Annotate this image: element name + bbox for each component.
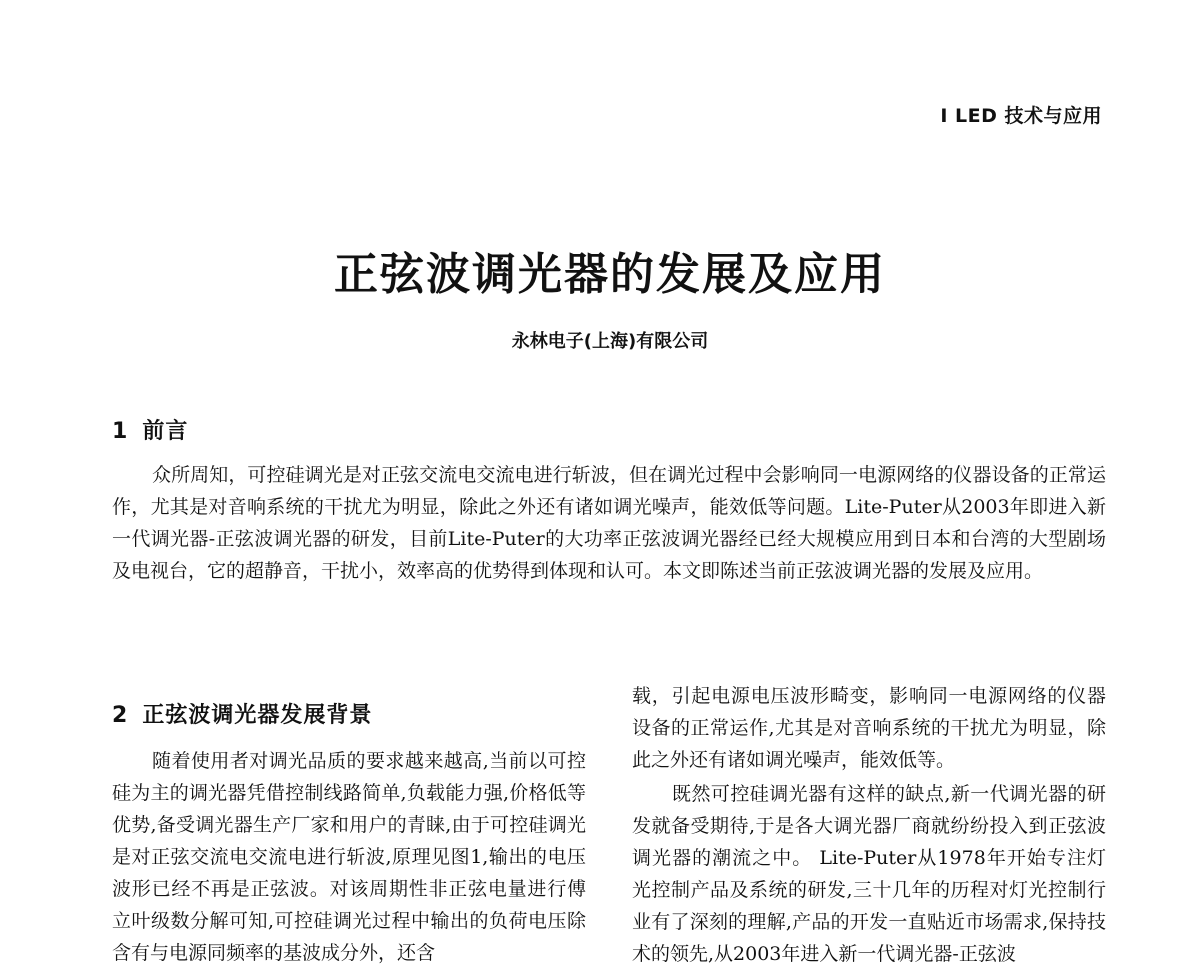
body-paragraph-right-column-continued: 载，引起电源电压波形畸变，影响同一电源网络的仪器设备的正常运作,尤其是对音响系统的干扰尤为明显，除此之外还有诸如调光噪声，能效低等。 (632, 685, 1106, 771)
section-title: 正弦波调光器发展背景 (142, 703, 373, 728)
section-number: 1 (112, 419, 129, 444)
section-title: 前言 (142, 419, 189, 444)
section-heading-2 (112, 698, 372, 729)
section-number: 2 (112, 703, 129, 728)
intro-paragraph: 众所周知，可控硅调光是对正弦交流电交流电进行斩波，但在调光过程中会影响同一电源网络的仪器设备的正常运作，尤其是对音响系统的干扰尤为明显，除此之外还有诸如调光噪声，能效低等问题。Lite-Puter从2003年即进入新一代调光器-正弦波调光器的研发，目前Lite-Puter的大功率正弦波调光器经已经大规模应用到日本和台湾的大型剧场及电视台，它的超静音，干扰小，效率高的优势得到体现和认可。本文即陈述当前正弦波调光器的发展及应用。 (112, 464, 1106, 582)
article-affiliation: 永林电子(上海)有限公司 (511, 331, 709, 352)
body-paragraph-right-column: 既然可控硅调光器有这样的缺点,新一代调光器的研发就备受期待,于是各大调光器厂商就纷纷投入到正弦波调光器的潮流之中。 Lite-Puter从1978年开始专注灯光控制产品及系统的研发,三十几年的历程对灯光控制行业有了深刻的理解,产品的开发一直贴近市场需求,保持技术的领先,从2003年进入新一代调光器-正弦波 (632, 783, 1106, 965)
section-heading-1 (112, 414, 188, 445)
article-title: 正弦波调光器的发展及应用 (334, 249, 886, 300)
running-header: Ⅰ LED 技术与应用 (940, 105, 1102, 127)
body-paragraph-left-column: 随着使用者对调光品质的要求越来越高,当前以可控硅为主的调光器凭借控制线路简单,负载能力强,价格低等优势,备受调光器生产厂家和用户的青睐,由于可控硅调光是对正弦交流电交流电进行斩波,原理见图1,输出的电压波形已经不再是正弦波。对该周期性非正弦电量进行傅立叶级数分解可知,可控硅调光过程中输出的负荷电压除含有与电源同频率的基波成分外，还含 (112, 750, 586, 964)
